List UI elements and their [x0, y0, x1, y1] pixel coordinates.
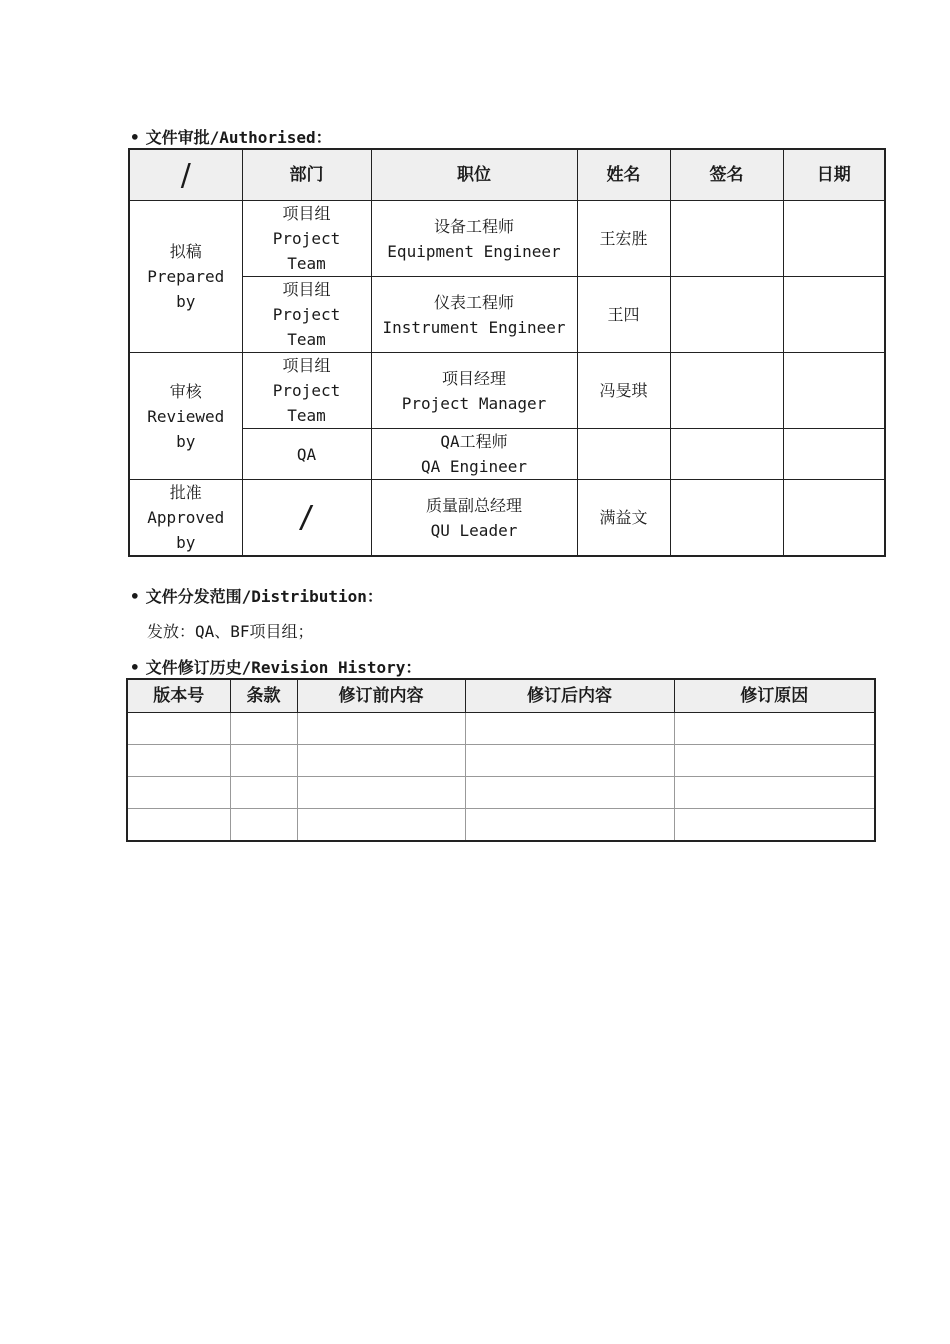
rev-cell[interactable]: [465, 777, 674, 809]
signature-cell[interactable]: [670, 353, 783, 429]
prepared-by-cell: [129, 201, 242, 353]
revision-heading-text: 文件修订历史/Revision History：: [145, 658, 422, 677]
position-en: Instrument Engineer: [382, 317, 566, 337]
name-cell: 王四: [577, 277, 670, 353]
revision-history-table: [126, 678, 876, 842]
dept-cell: [242, 201, 371, 277]
position-cn: 质量副总经理: [425, 495, 522, 515]
distribution-heading: [130, 584, 383, 607]
position-cn: 仪表工程师: [433, 292, 514, 312]
bullet: •: [130, 587, 140, 606]
signature-cell[interactable]: [670, 201, 783, 277]
dept-qa: QA: [296, 444, 317, 464]
date-cell[interactable]: [783, 429, 885, 480]
approved-by-cell: [129, 480, 242, 557]
rev-cell[interactable]: [297, 809, 465, 842]
distribution-heading-text: 文件分发范围/Distribution：: [145, 587, 383, 606]
dept-cn: 项目组: [282, 280, 331, 299]
rev-cell[interactable]: [127, 809, 230, 842]
position-en: QA Engineer: [421, 457, 527, 476]
bullet: •: [130, 658, 140, 677]
date-cell[interactable]: [783, 201, 885, 277]
rev-cell[interactable]: [127, 745, 230, 777]
date-cell[interactable]: [783, 353, 885, 429]
authorised-heading-text: 文件审批/Authorised：: [145, 128, 332, 147]
auth-row-1: [129, 201, 885, 277]
position-cell: [371, 480, 577, 557]
name-cell: 满益文: [577, 480, 670, 557]
revision-header-row: [127, 679, 875, 713]
rev-cell[interactable]: [674, 777, 875, 809]
revision-row: [127, 713, 875, 745]
authorisation-table: [128, 148, 886, 557]
auth-header-dept: 部门: [242, 149, 371, 201]
rev-cell[interactable]: [674, 809, 875, 842]
revision-heading: [130, 655, 421, 678]
approved-label-cn: 批准: [169, 483, 202, 502]
rev-cell[interactable]: [297, 713, 465, 745]
rev-cell[interactable]: [465, 745, 674, 777]
bullet: •: [130, 128, 140, 147]
reviewed-label-cn: 审核: [169, 381, 202, 401]
position-cell: [371, 429, 577, 480]
dept-en-2: Team: [287, 254, 326, 273]
dept-en-1: Project: [272, 229, 341, 248]
date-cell[interactable]: [783, 480, 885, 557]
position-cn: 设备工程师: [433, 216, 514, 236]
dept-cell: [242, 277, 371, 353]
position-en: Equipment Engineer: [387, 241, 561, 261]
rev-cell[interactable]: [465, 713, 674, 745]
auth-header-date: 日期: [783, 149, 885, 201]
position-cell: [371, 201, 577, 277]
rev-header-after: 修订后内容: [465, 679, 674, 713]
name-cell: 冯旻琪: [577, 353, 670, 429]
rev-cell[interactable]: [297, 777, 465, 809]
prepared-label-cn: 拟稿: [169, 242, 202, 261]
auth-header-name: 姓名: [577, 149, 670, 201]
position-cn: QA工程师: [440, 432, 508, 451]
reviewed-label-en: Reviewed: [147, 406, 225, 426]
auth-row-3: [129, 353, 885, 429]
position-en: Project Manager: [401, 393, 547, 413]
auth-header-row: [129, 149, 885, 201]
name-cell: [577, 429, 670, 480]
approved-label-en: Approved: [147, 508, 225, 527]
revision-row: [127, 745, 875, 777]
name-cell: 王宏胜: [577, 201, 670, 277]
auth-header-signature: 签名: [670, 149, 783, 201]
rev-cell[interactable]: [674, 745, 875, 777]
dept-cell: [242, 353, 371, 429]
auth-row-4: [129, 429, 885, 480]
position-cell: [371, 353, 577, 429]
date-cell[interactable]: [783, 277, 885, 353]
reviewed-by-cell: [129, 353, 242, 480]
rev-header-reason: 修订原因: [674, 679, 875, 713]
dept-cell: [242, 429, 371, 480]
rev-cell[interactable]: [127, 777, 230, 809]
reviewed-label-by: by: [176, 431, 196, 451]
rev-header-before: 修订前内容: [297, 679, 465, 713]
dept-cell-slash: /: [242, 480, 371, 557]
rev-cell[interactable]: [230, 713, 297, 745]
dept-en-2: Team: [287, 406, 326, 425]
rev-header-clause: 条款: [230, 679, 297, 713]
signature-cell[interactable]: [670, 480, 783, 557]
auth-header-position: 职位: [371, 149, 577, 201]
rev-cell[interactable]: [230, 809, 297, 842]
rev-cell[interactable]: [230, 745, 297, 777]
rev-cell[interactable]: [465, 809, 674, 842]
dept-cn: 项目组: [282, 204, 331, 223]
signature-cell[interactable]: [670, 429, 783, 480]
dept-en-2: Team: [287, 330, 326, 349]
prepared-label-by: by: [176, 292, 196, 311]
auth-header-slash: /: [129, 149, 242, 201]
rev-cell[interactable]: [297, 745, 465, 777]
signature-cell[interactable]: [670, 277, 783, 353]
revision-row: [127, 777, 875, 809]
auth-row-5: [129, 480, 885, 557]
approved-label-by: by: [176, 533, 196, 552]
authorised-heading: [130, 125, 332, 148]
distribution-text: 发放：QA、BF项目组；: [147, 622, 314, 641]
revision-row: [127, 809, 875, 842]
auth-row-2: [129, 277, 885, 353]
dept-cn: 项目组: [282, 356, 331, 375]
dept-en-1: Project: [272, 305, 341, 324]
dept-en-1: Project: [272, 381, 341, 400]
position-cell: [371, 277, 577, 353]
position-en: QU Leader: [430, 520, 518, 540]
prepared-label-en: Prepared: [147, 267, 225, 286]
position-cn: 项目经理: [441, 368, 506, 388]
rev-cell[interactable]: [674, 713, 875, 745]
rev-cell[interactable]: [127, 713, 230, 745]
rev-cell[interactable]: [230, 777, 297, 809]
rev-header-version: 版本号: [127, 679, 230, 713]
